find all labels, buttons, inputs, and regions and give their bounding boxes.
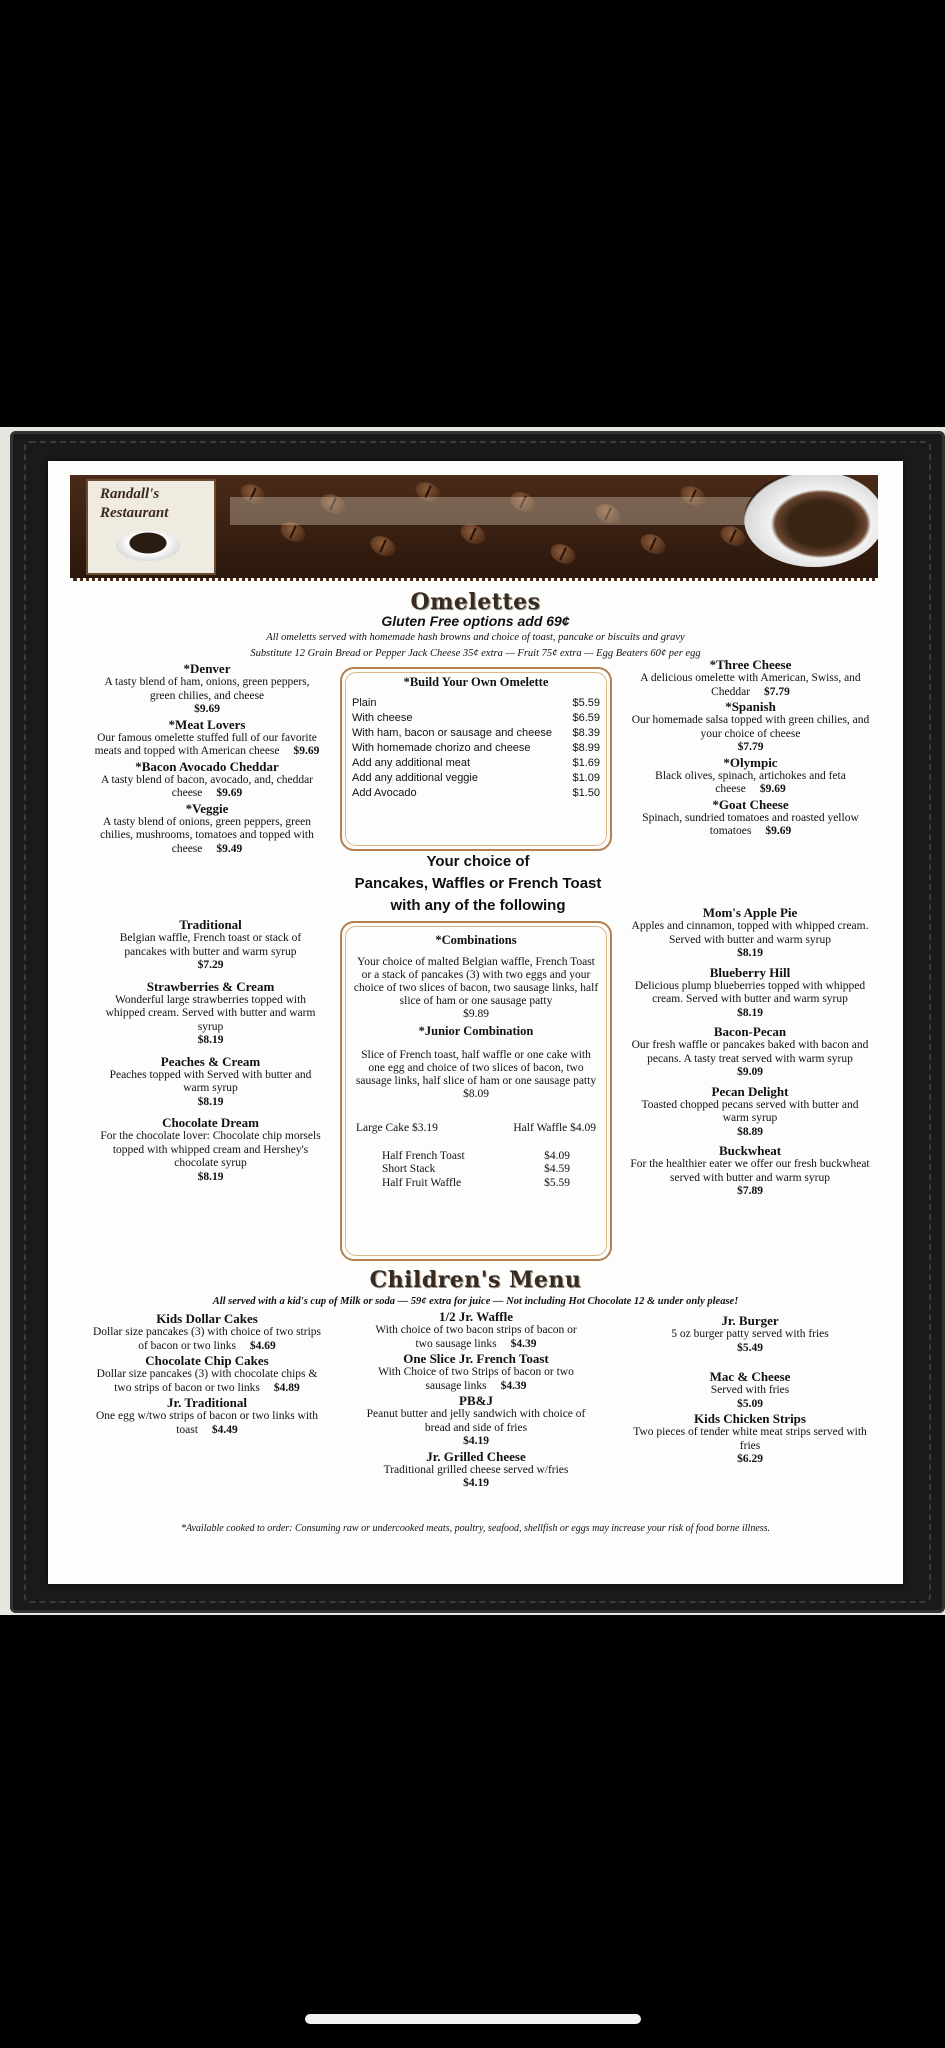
build-your-own-box	[340, 667, 612, 851]
menu-sheet	[48, 461, 903, 1584]
pancakes-right-column	[630, 905, 870, 1199]
restaurant-logo	[86, 479, 216, 575]
menu-item: *Meat Lovers Our famous omelette stuffed full of our favorite meats and topped with American cheese $9.69	[94, 716, 320, 757]
children-middle-column	[366, 1309, 586, 1491]
home-indicator[interactable]	[305, 2014, 641, 2024]
menu-item: Jr. Grilled Cheese Traditional grilled cheese served w/fries $4.19	[383, 1448, 569, 1489]
coffee-banner	[70, 475, 878, 581]
menu-item: Traditional Belgian waffle, French toast or stack of pancakes with butter and warm syrup $7.29	[119, 917, 302, 971]
byo-row: Plain $5.59	[352, 697, 600, 709]
coffee-bean-icon	[547, 540, 578, 567]
childrens-menu-title: Children's Menu	[369, 1267, 582, 1293]
junior-combination-price: $8.09	[463, 1088, 489, 1100]
menu-item: *Spanish Our homemade salsa topped with green chilies, and your choice of cheese $7.79	[631, 699, 870, 753]
menu-item: *Bacon Avocado Cheddar A tasty blend of bacon, avocado, and, cheddar cheese $9.69	[100, 758, 314, 799]
menu-item: Jr. Burger 5 oz burger patty served with fries $5.49	[671, 1313, 829, 1354]
menu-item: Pecan Delight Toasted chopped pecans served with butter and warm syrup $8.89	[641, 1083, 859, 1138]
menu-item: Jr. Traditional One egg w/two strips of bacon or two links with toast $4.49	[96, 1395, 318, 1436]
byo-row: Add Avocado $1.50	[352, 787, 600, 799]
byo-row: With ham, bacon or sausage and cheese $8.39	[352, 727, 600, 739]
children-right-column	[630, 1313, 870, 1467]
byo-row: Add any additional meat $1.69	[352, 757, 600, 769]
coffee-bean-icon	[367, 532, 398, 559]
banner-stripe	[230, 497, 770, 525]
menu-item: Chocolate Chip Cakes Dollar size pancakes (3) with chocolate chips & two strips of bacon or two links $4.89	[96, 1353, 318, 1394]
logo-line2: Restaurant	[100, 505, 169, 521]
gluten-free-note: Gluten Free options add 69¢	[381, 613, 570, 629]
menu-item: *Veggie A tasty blend of onions, green peppers, green chilies, mushrooms, tomatoes and topped with cheese $9.49	[100, 800, 314, 855]
menu-item: *Denver A tasty blend of ham, onions, green peppers, green chilies, and cheese $9.69	[104, 661, 310, 715]
children-left-column	[92, 1311, 322, 1437]
pancakes-heading: Your choice of Pancakes, Waffles or French Toast with any of the following	[354, 853, 602, 914]
omelettes-right-column	[628, 657, 873, 839]
menu-item: Chocolate Dream For the chocolate lover: Chocolate chip morsels topped with whipped cream and Hershey's chocolate syrup $8.19	[100, 1115, 321, 1183]
menu-item: One Slice Jr. French Toast With Choice of two Strips of bacon or two sausage links $4.39	[378, 1351, 574, 1392]
menu-item: *Goat Cheese Spinach, sundried tomatoes and roasted yellow tomatoes $9.69	[642, 796, 859, 837]
menu-item: Blueberry Hill Delicious plump blueberries topped with whipped cream. Served with butter and warm syrup $8.19	[634, 964, 866, 1019]
menu-item: Peaches & Cream Peaches topped with Served with butter and warm syrup $8.19	[109, 1053, 312, 1108]
menu-photo	[0, 427, 945, 1615]
combinations-box	[340, 921, 612, 1261]
byo-row: With cheese $6.59	[352, 712, 600, 724]
menu-item: PB&J Peanut butter and jelly sandwich with choice of bread and side of fries $4.19	[366, 1393, 586, 1447]
cake-waffle-row: Large Cake $3.19 Half Waffle $4.09	[356, 1122, 596, 1134]
menu-item: Mac & Cheese Served with fries $5.09	[709, 1369, 791, 1410]
substitute-note: Substitute 12 Grain Bread or Pepper Jack Cheese 35¢ extra — Fruit 75¢ extra — Egg Beaters 60¢ per egg	[250, 648, 701, 659]
menu-item: Kids Dollar Cakes Dollar size pancakes (3) with choice of two strips of bacon or two links $4.69	[92, 1311, 321, 1352]
extras-row: Half Fruit Waffle $5.59	[382, 1176, 570, 1189]
combinations-price: $9.89	[463, 1008, 489, 1020]
junior-combination-title: *Junior Combination	[418, 1024, 534, 1038]
food-safety-footer: *Available cooked to order: Consuming raw or undercooked meats, poultry, seafood, shellfish or eggs may increase your risk of food borne illness.	[180, 1523, 771, 1534]
byo-title: *Build Your Own Omelette	[403, 675, 549, 689]
extras-row: Short Stack $4.59	[382, 1163, 570, 1175]
combinations-title: *Combinations	[435, 933, 517, 947]
byo-row: Add any additional veggie $1.09	[352, 772, 600, 784]
omelettes-note: All omeletts served with homemade hash browns and choice of toast, pancake or biscuits and gravy	[266, 632, 685, 643]
coffee-cup-icon	[744, 475, 878, 567]
coffee-bean-icon	[637, 530, 668, 557]
menu-item: Bacon-Pecan Our fresh waffle or pancakes baked with bacon and pecans. A tasty treat served with warm syrup $9.09	[631, 1024, 869, 1078]
logo-line1: Randall's	[100, 486, 160, 502]
menu-item: Mom's Apple Pie Apples and cinnamon, topped with whipped cream. Served with butter and warm syrup $8.19	[631, 905, 869, 959]
menu-item: *Olympic Black olives, spinach, artichokes and feta cheese $9.69	[655, 754, 846, 795]
omelettes-title: Omelettes	[410, 589, 541, 615]
byo-row: With homemade chorizo and cheese $8.99	[352, 742, 600, 754]
logo-cup-icon	[116, 531, 180, 561]
menu-item: Strawberries & Cream Wonderful large strawberries topped with whipped cream. Served with butter and warm syrup $8.19	[105, 978, 316, 1046]
combinations-desc: Your choice of malted Belgian waffle, French Toast or a stack of pancakes (3) with two eggs and your choice of two slices of bacon, two sausage links, half slice of ham or one sausage patty	[353, 956, 599, 1007]
extras-row: Half French Toast $4.09	[382, 1149, 570, 1162]
menu-item: Kids Chicken Strips Two pieces of tender white meat strips served with fries $6.29	[633, 1411, 867, 1465]
junior-combination-desc: Slice of French toast, half waffle or one cake with one egg and choice of two slices of bacon, two sausage links, half slice of ham or one sausage patty	[355, 1049, 597, 1087]
menu-item: 1/2 Jr. Waffle With choice of two bacon strips of bacon or two sausage links $4.39	[375, 1309, 577, 1350]
omelettes-left-column	[92, 661, 322, 856]
menu-item: Buckwheat For the healthier eater we offer our fresh buckwheat served with butter and warm syrup $7.89	[630, 1143, 870, 1197]
childrens-menu-note: All served with a kid's cup of Milk or soda — 59¢ extra for juice — Not including Hot Chocolate 12 & under only please!	[212, 1296, 739, 1307]
extras-list	[352, 1150, 600, 1191]
menu-item: *Three Cheese A delicious omelette with American, Swiss, and Cheddar $7.79	[640, 657, 861, 698]
pancakes-left-column	[98, 917, 323, 1184]
